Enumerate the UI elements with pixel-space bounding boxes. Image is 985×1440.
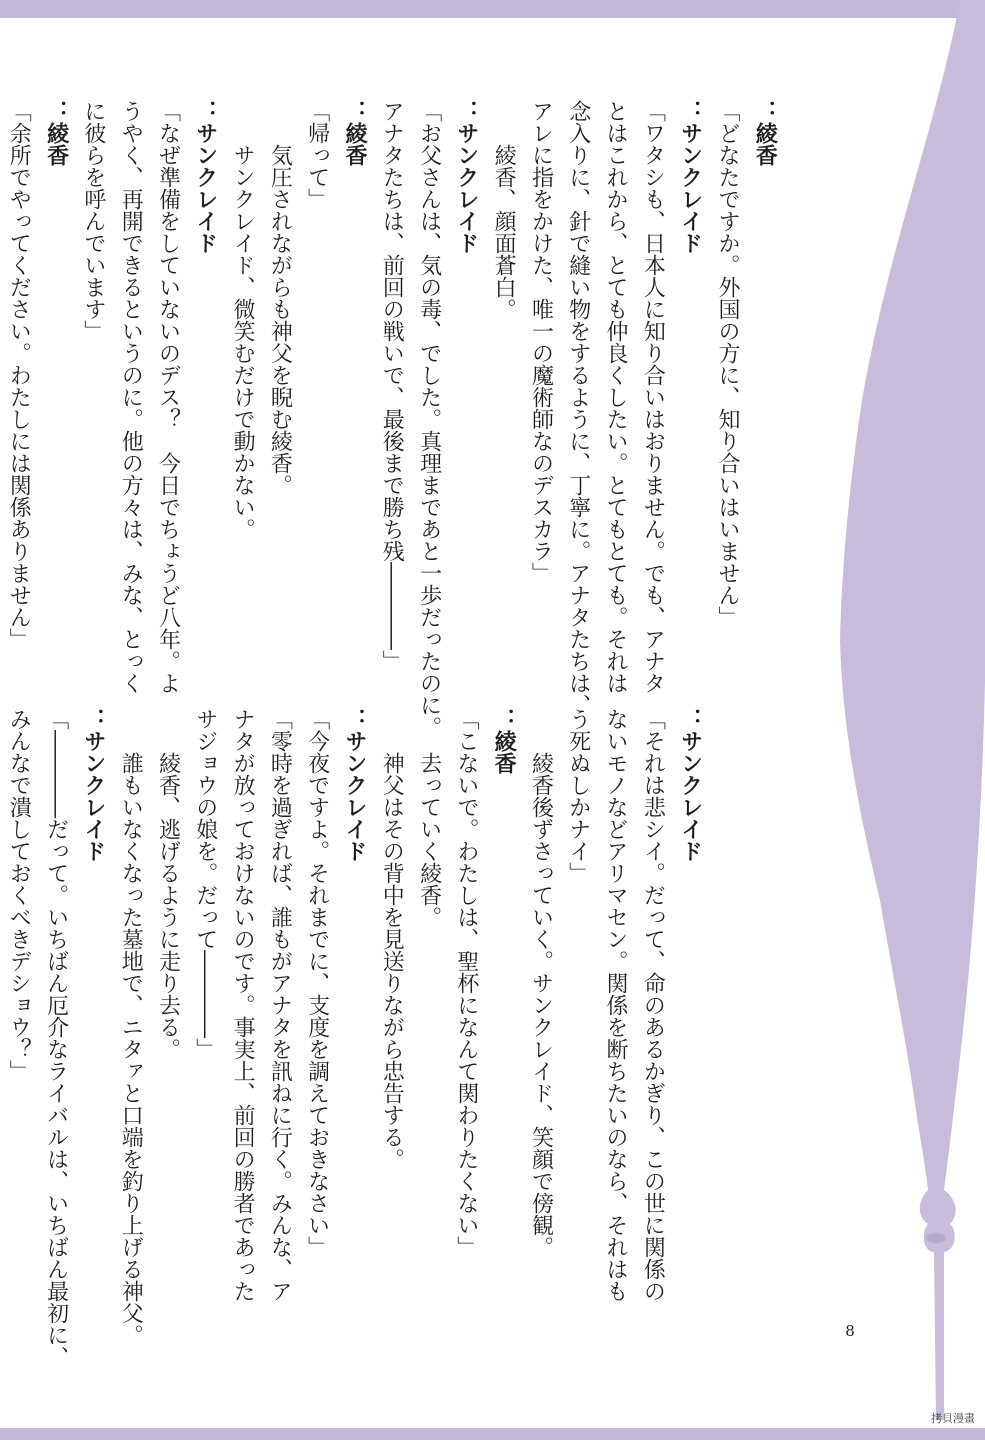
- speaker-label: ：サンクレイド: [677, 708, 703, 862]
- stage-direction: 綾香、逃げるように走り去る。: [155, 752, 181, 1060]
- quill-feather-illustration: [820, 0, 985, 1420]
- dialogue-line: アレに指をかけた、唯一の魔術師なのデスカラ」: [528, 100, 554, 584]
- speaker-label: ：サンクレイド: [453, 100, 479, 254]
- dialogue-line: 「ワタシも、日本人に知り合いはおりません。でも、アナタ: [640, 100, 666, 694]
- dialogue-line: 「こないで。わたしは、聖杯になんて関わりたくない」: [453, 708, 479, 1258]
- speaker-label: ：サンクレイド: [80, 708, 106, 862]
- dialogue-line: 「なぜ準備をしていないのデス？ 今日でちょうど八年。よ: [155, 100, 181, 694]
- stage-direction: 誰もいなくなった墓地で、ニタァと口端を釣り上げる神父。: [118, 752, 144, 1346]
- speaker-label: ：サンクレイド: [192, 100, 218, 254]
- dialogue-line: みんなで潰しておくべきデショウ？」: [6, 708, 32, 1082]
- dialogue-line: ナタが放っておけないのです。事実上、前回の勝者であった: [230, 708, 256, 1302]
- stage-direction: 綾香、顔面蒼白。: [491, 144, 517, 320]
- dialogue-line: ないモノなどアリマセン。関係を断ちたいのなら、それはも: [603, 708, 629, 1302]
- dialogue-line: 「お父さんは、気の毒、でした。真理まであと一歩だったのに。: [416, 100, 442, 738]
- dialogue-line: 「帰って」: [304, 100, 330, 210]
- speaker-label: ：綾香: [752, 100, 778, 166]
- page-number: 8: [845, 1322, 855, 1340]
- dialogue-line: とはこれから、とても仲良くしたい。とてもとても。それは: [603, 100, 629, 694]
- speaker-label: ：サンクレイド: [341, 708, 367, 862]
- upper-text-block: [0, 100, 783, 738]
- speaker-label: ：綾香: [43, 100, 69, 166]
- dialogue-line: 「零時を過ぎれば、誰もがアナタを訊ねに行く。みんな、ア: [267, 708, 293, 1302]
- dialogue-line: 「今夜ですよ。それまでに、支度を調えておきなさい」: [304, 708, 330, 1258]
- bottom-decorative-band: [0, 1428, 985, 1440]
- stage-direction: サンクレイド、微笑むだけで動かない。: [230, 144, 256, 540]
- dialogue-line: に彼らを呼んでいます」: [80, 100, 106, 342]
- dialogue-line: 念入りに、針で縫い物をするように、丁寧に。アナタたちは、: [565, 100, 591, 716]
- stage-direction: 神父はその背中を見送りながら忠告する。: [379, 752, 405, 1170]
- dialogue-line: サジョウの娘を。だって――――」: [192, 708, 218, 1060]
- dialogue-line: う死ぬしかナイ」: [565, 708, 591, 884]
- dialogue-line: アナタたちは、前回の戦いで、最後まで勝ち残――――」: [379, 100, 405, 672]
- dialogue-line: 「余所でやってください。わたしには関係ありません」: [6, 100, 32, 650]
- speaker-label: ：サンクレイド: [677, 100, 703, 254]
- speaker-label: ：綾香: [341, 100, 367, 166]
- dialogue-line: 「それは悲シイ。だって、命のあるかぎり、この世に関係の: [640, 708, 666, 1302]
- stage-direction: 気圧されながらも神父を睨む綾香。: [267, 144, 293, 496]
- dialogue-line: 「――――だって。いちばん厄介なライバルは、いちばん最初に、: [43, 708, 69, 1368]
- dialogue-line: うやく、再開できるというのに。他の方々は、みな、とっく: [118, 100, 144, 694]
- lower-text-block: [0, 708, 709, 1368]
- speaker-label: ：綾香: [491, 708, 517, 774]
- dialogue-line: 「どなたですか。外国の方に、知り合いはいません」: [714, 100, 740, 628]
- stage-direction: 綾香後ずさっていく。サンクレイド、笑顔で傍観。: [528, 752, 554, 1258]
- watermark: 拷貝漫畫: [931, 1412, 975, 1425]
- stage-direction: 去っていく綾香。: [416, 752, 442, 928]
